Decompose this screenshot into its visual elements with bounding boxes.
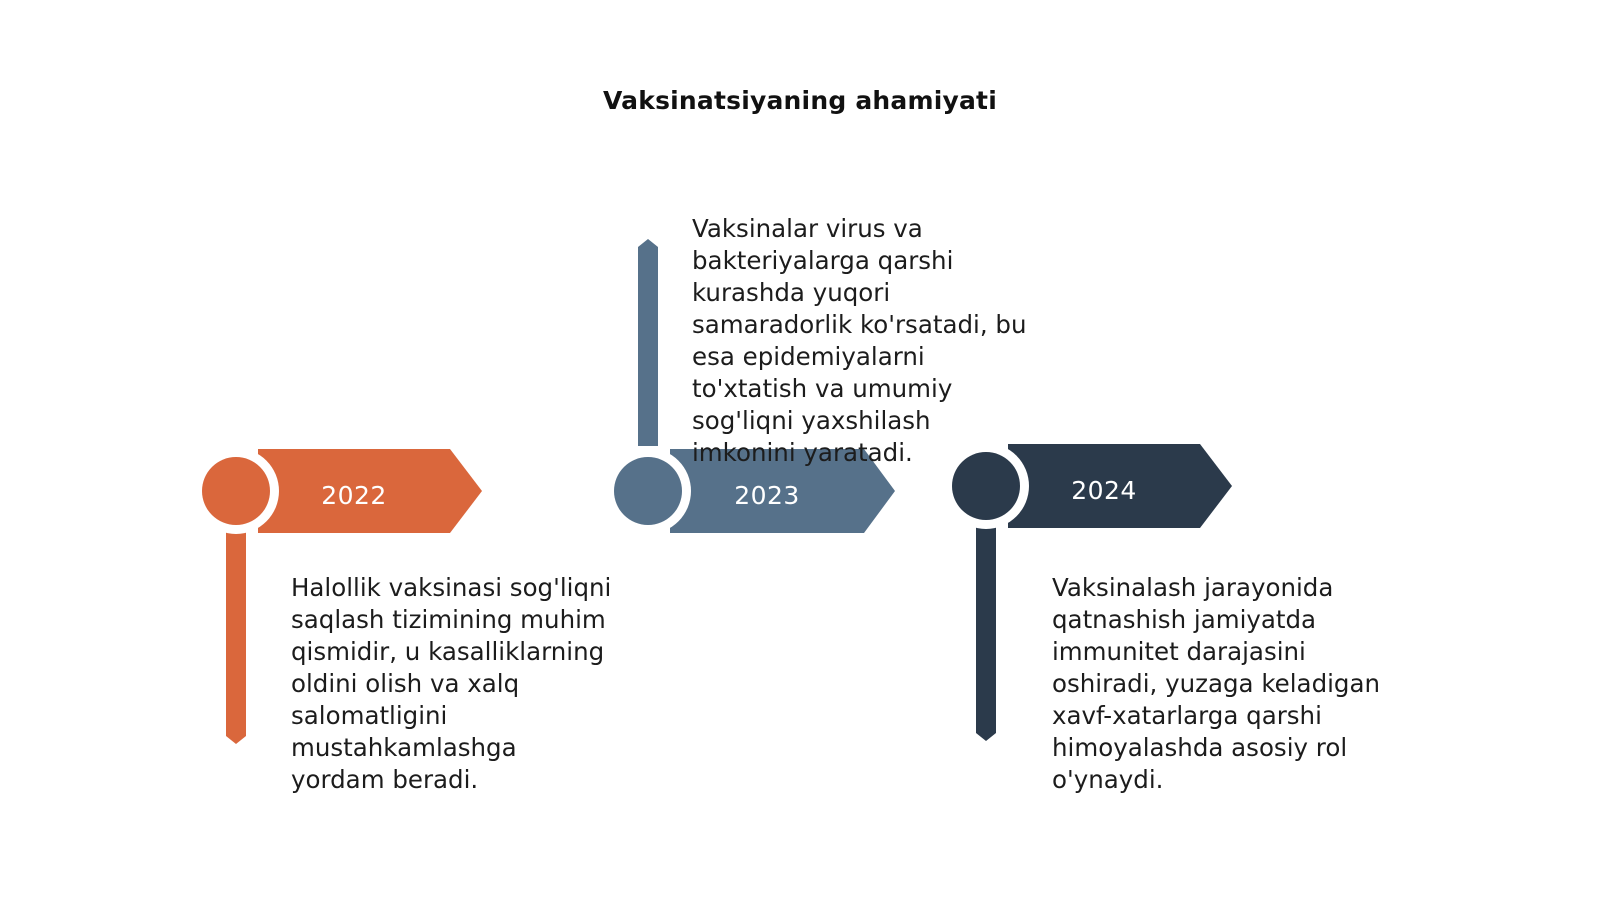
milestone-2023-year: 2023 [734, 481, 800, 510]
milestone-2022-stem [226, 530, 246, 744]
diagram-title: Vaksinatsiyaning ahamiyati [603, 86, 997, 115]
milestone-2024-description: Vaksinalash jarayonida qatnashish jamiyatda immunitet darajasini oshiradi, yuzaga keladigan xavf-xatarlarga qarshi himoyalashda asosiy rol o'ynaydi. [1052, 573, 1381, 794]
milestone-2023-dot [614, 457, 682, 525]
milestone-2022-year: 2022 [321, 481, 387, 510]
milestone-2022-description: Halollik vaksinasi sog'liqni saqlash tizimining muhim qismidir, u kasalliklarning oldini olish va xalq salomatligini mustahkamlashga yordam beradi. [291, 573, 612, 794]
milestone-2022-dot [202, 457, 270, 525]
milestone-2024-year: 2024 [1071, 476, 1137, 505]
milestone-2024-stem [976, 526, 996, 741]
milestone-2023-stem [638, 239, 658, 446]
milestone-2023-description: Vaksinalar virus va bakteriyalarga qarshi kurashda yuqori samaradorlik ko'rsatadi, bu esa epidemiyalarni to'xtatish va umumiy sog'liqni yaxshilash imkonini yaratadi. [692, 214, 1027, 467]
